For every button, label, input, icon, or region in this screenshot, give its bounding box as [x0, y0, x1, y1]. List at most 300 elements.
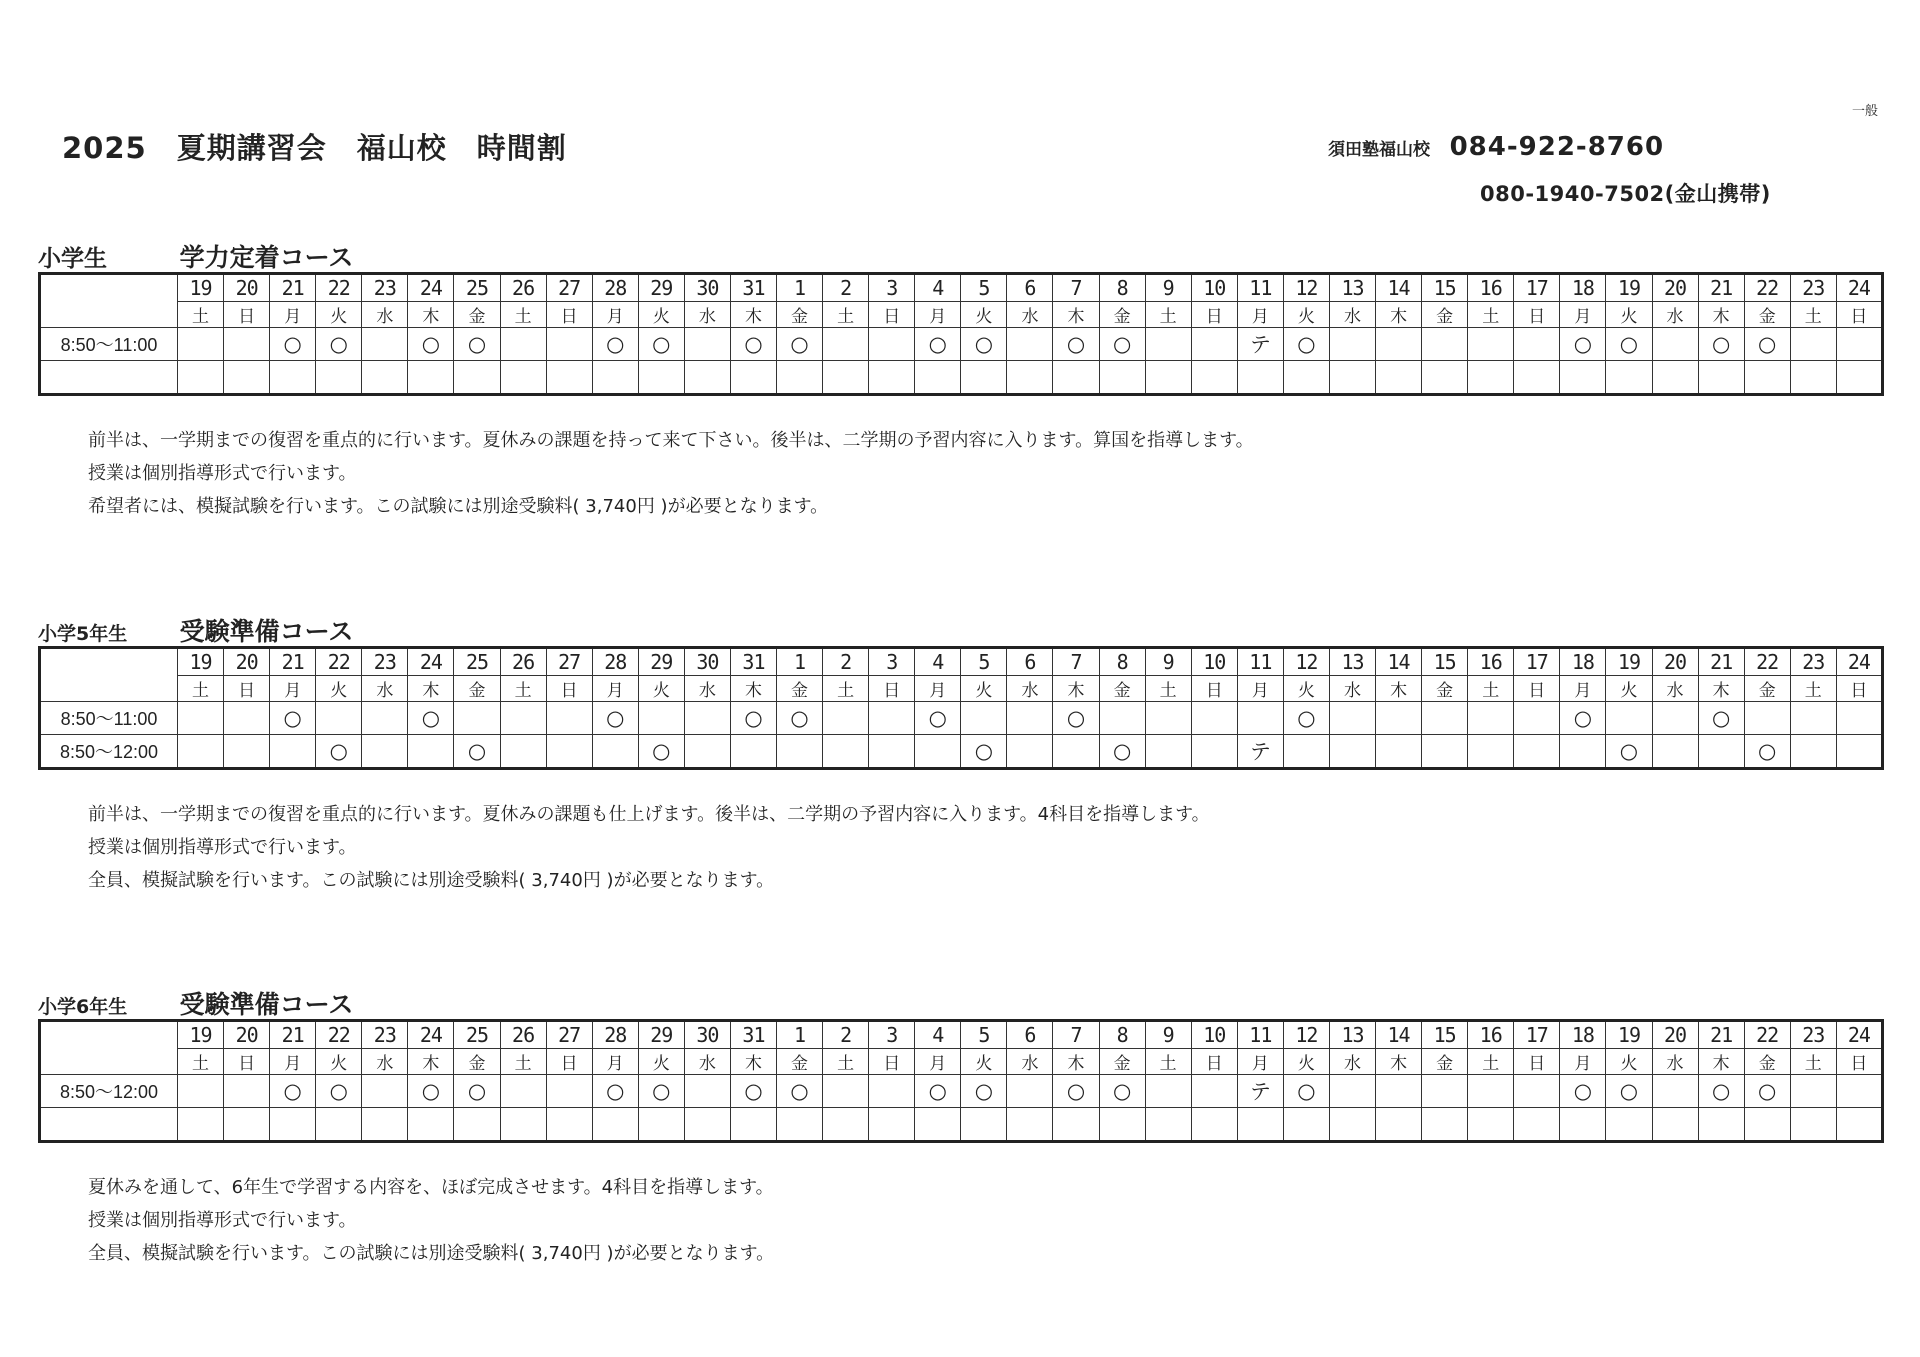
weekday-cell: 日 [1514, 302, 1560, 328]
session-mark [684, 735, 730, 769]
time-label: 8:50～12:00 [40, 735, 178, 769]
session-mark [1237, 361, 1283, 395]
session-mark [270, 1108, 316, 1142]
session-mark: ○ [592, 702, 638, 735]
date-cell: 20 [224, 1021, 270, 1049]
session-mark [546, 702, 592, 735]
weekday-cell: 土 [1790, 676, 1836, 702]
session-mark [546, 1108, 592, 1142]
session-mark [1376, 1108, 1422, 1142]
weekday-cell: 日 [224, 302, 270, 328]
grade-label: 小学6年生 [38, 996, 128, 1018]
weekday-cell: 木 [730, 676, 776, 702]
weekday-cell: 土 [1145, 676, 1191, 702]
weekday-cell: 木 [1698, 676, 1744, 702]
date-cell: 8 [1099, 1021, 1145, 1049]
date-cell: 13 [1329, 1021, 1375, 1049]
date-cell: 31 [730, 648, 776, 676]
note-line: 前半は、一学期までの復習を重点的に行います。夏休みの課題を持って来て下さい。後半は、二学期の予習内容に入ります。算国を指導します。 [88, 430, 1254, 451]
section-elementary [38, 238, 1884, 523]
session-mark [823, 735, 869, 769]
session-mark [546, 328, 592, 361]
date-cell: 30 [684, 274, 730, 302]
session-mark [869, 702, 915, 735]
date-cell: 27 [546, 274, 592, 302]
session-mark [1329, 328, 1375, 361]
session-mark [1514, 735, 1560, 769]
weekday-cell: 金 [1099, 676, 1145, 702]
date-cell: 29 [638, 648, 684, 676]
session-mark: ○ [1283, 1075, 1329, 1108]
session-mark: ○ [638, 1075, 684, 1108]
session-mark [1468, 1075, 1514, 1108]
weekday-cell: 土 [500, 1049, 546, 1075]
session-mark [823, 328, 869, 361]
date-cell: 24 [408, 274, 454, 302]
session-mark [500, 361, 546, 395]
weekday-cell: 木 [1053, 302, 1099, 328]
session-mark [730, 361, 776, 395]
weekday-cell: 土 [500, 302, 546, 328]
session-mark [1422, 328, 1468, 361]
course-notes [88, 424, 1884, 523]
weekday-cell: 水 [684, 302, 730, 328]
weekday-cell: 木 [1053, 1049, 1099, 1075]
session-mark: ○ [915, 328, 961, 361]
date-cell: 23 [1790, 648, 1836, 676]
session-mark [1698, 361, 1744, 395]
session-row [40, 1075, 1883, 1108]
session-mark [915, 1108, 961, 1142]
weekday-cell: 土 [1468, 302, 1514, 328]
weekday-cell: 火 [1606, 1049, 1652, 1075]
session-mark [224, 1075, 270, 1108]
weekday-cell: 火 [316, 676, 362, 702]
date-cell: 2 [823, 1021, 869, 1049]
session-mark [915, 361, 961, 395]
session-mark [1099, 702, 1145, 735]
session-mark: ○ [638, 328, 684, 361]
session-mark: ○ [1744, 1075, 1790, 1108]
session-mark [1329, 1108, 1375, 1142]
date-cell: 6 [1007, 648, 1053, 676]
weekday-cell: 金 [1099, 302, 1145, 328]
note-line: 前半は、一学期までの復習を重点的に行います。夏休みの課題も仕上げます。後半は、二学期の予習内容に入ります。4科目を指導します。 [88, 804, 1210, 825]
date-cell: 10 [1191, 274, 1237, 302]
date-cell: 24 [1836, 274, 1882, 302]
session-mark [224, 702, 270, 735]
weekday-cell: 日 [869, 676, 915, 702]
weekday-cell: 火 [961, 1049, 1007, 1075]
session-mark: ○ [1560, 1075, 1606, 1108]
corner-cell [40, 648, 178, 702]
date-cell: 3 [869, 274, 915, 302]
contact-block [1328, 132, 1771, 208]
weekday-cell: 月 [1237, 302, 1283, 328]
session-mark [270, 735, 316, 769]
session-mark: ○ [1606, 735, 1652, 769]
session-mark [500, 1075, 546, 1108]
session-mark [500, 702, 546, 735]
note-line: 授業は個別指導形式で行います。 [88, 1210, 357, 1231]
weekday-cell: 水 [1329, 676, 1375, 702]
session-mark [1283, 361, 1329, 395]
session-mark: ○ [1560, 328, 1606, 361]
weekday-cell: 月 [1560, 1049, 1606, 1075]
date-cell: 4 [915, 648, 961, 676]
date-cell: 22 [316, 274, 362, 302]
session-mark: テ [1237, 735, 1283, 769]
session-mark [1191, 702, 1237, 735]
session-mark [1468, 1108, 1514, 1142]
session-mark [1007, 1075, 1053, 1108]
weekday-cell: 水 [1652, 676, 1698, 702]
session-mark: ○ [408, 328, 454, 361]
date-cell: 19 [1606, 274, 1652, 302]
weekday-cell: 月 [270, 1049, 316, 1075]
date-cell: 7 [1053, 1021, 1099, 1049]
session-mark [1053, 735, 1099, 769]
weekday-cell: 月 [592, 676, 638, 702]
session-mark [1790, 702, 1836, 735]
weekday-cell: 日 [224, 1049, 270, 1075]
session-mark [1652, 702, 1698, 735]
course-name: 受験準備コース [179, 617, 354, 646]
weekday-cell: 月 [270, 676, 316, 702]
session-mark: ○ [777, 328, 823, 361]
session-mark [1790, 735, 1836, 769]
date-cell: 18 [1560, 648, 1606, 676]
date-cell: 4 [915, 274, 961, 302]
session-mark: ○ [270, 328, 316, 361]
session-mark [1422, 1075, 1468, 1108]
session-mark [362, 1108, 408, 1142]
session-mark [1145, 1075, 1191, 1108]
date-cell: 4 [915, 1021, 961, 1049]
date-cell: 29 [638, 1021, 684, 1049]
weekday-cell: 月 [1237, 676, 1283, 702]
session-mark [1191, 1075, 1237, 1108]
session-mark [777, 361, 823, 395]
weekday-cell: 水 [362, 676, 408, 702]
session-mark [454, 702, 500, 735]
session-mark [1329, 702, 1375, 735]
session-mark [684, 328, 730, 361]
session-mark [1007, 328, 1053, 361]
session-mark [1053, 361, 1099, 395]
weekday-row [40, 676, 1883, 702]
weekday-cell: 月 [915, 676, 961, 702]
weekday-cell: 月 [1560, 676, 1606, 702]
weekday-cell: 土 [178, 676, 224, 702]
course-name: 受験準備コース [179, 990, 354, 1019]
session-mark [224, 328, 270, 361]
date-cell: 20 [1652, 648, 1698, 676]
note-line: 夏休みを通して、6年生で学習する内容を、ほぼ完成させます。4科目を指導します。 [88, 1177, 774, 1198]
date-cell: 24 [408, 1021, 454, 1049]
weekday-cell: 日 [546, 1049, 592, 1075]
session-mark [1376, 735, 1422, 769]
session-mark [684, 702, 730, 735]
time-label: 8:50～12:00 [40, 1075, 178, 1108]
session-mark [1560, 735, 1606, 769]
weekday-cell: 月 [1237, 1049, 1283, 1075]
session-mark: ○ [730, 1075, 776, 1108]
weekday-row [40, 302, 1883, 328]
session-mark [1007, 1108, 1053, 1142]
document-title: 2025 夏期講習会 福山校 時間割 [62, 131, 567, 165]
weekday-cell: 日 [546, 676, 592, 702]
session-mark [1606, 1108, 1652, 1142]
phone-mobile: 080-1940-7502(金山携帯) [1480, 182, 1771, 206]
session-mark [454, 361, 500, 395]
session-mark [1053, 1108, 1099, 1142]
section-grade6 [38, 985, 1884, 1270]
weekday-cell: 火 [1283, 676, 1329, 702]
date-cell: 2 [823, 274, 869, 302]
session-mark [1376, 1075, 1422, 1108]
session-mark: ○ [1053, 1075, 1099, 1108]
date-cell: 18 [1560, 1021, 1606, 1049]
weekday-cell: 日 [224, 676, 270, 702]
weekday-cell: 火 [638, 302, 684, 328]
date-cell: 13 [1329, 648, 1375, 676]
session-mark [1744, 702, 1790, 735]
date-cell: 17 [1514, 274, 1560, 302]
weekday-cell: 金 [1099, 1049, 1145, 1075]
session-mark: ○ [1698, 702, 1744, 735]
session-row [40, 735, 1883, 769]
date-cell: 22 [1744, 274, 1790, 302]
session-mark [1468, 735, 1514, 769]
weekday-cell: 日 [1514, 676, 1560, 702]
session-mark: ○ [730, 702, 776, 735]
session-mark: ○ [961, 328, 1007, 361]
date-cell: 6 [1007, 274, 1053, 302]
session-mark: テ [1237, 1075, 1283, 1108]
session-mark [362, 328, 408, 361]
weekday-cell: 水 [1652, 1049, 1698, 1075]
date-cell: 5 [961, 1021, 1007, 1049]
weekday-cell: 月 [592, 1049, 638, 1075]
date-cell: 29 [638, 274, 684, 302]
weekday-cell: 金 [1422, 676, 1468, 702]
session-mark [1191, 361, 1237, 395]
session-mark [316, 702, 362, 735]
session-mark: ○ [1606, 328, 1652, 361]
date-cell: 24 [1836, 1021, 1882, 1049]
section-heading [38, 985, 1884, 1019]
date-cell: 19 [178, 648, 224, 676]
weekday-cell: 金 [1744, 302, 1790, 328]
weekday-cell: 木 [1698, 1049, 1744, 1075]
date-cell: 20 [224, 648, 270, 676]
date-cell: 12 [1283, 1021, 1329, 1049]
session-mark: ○ [1744, 735, 1790, 769]
date-cell: 17 [1514, 648, 1560, 676]
weekday-cell: 金 [777, 676, 823, 702]
date-cell: 23 [362, 274, 408, 302]
session-mark [546, 735, 592, 769]
session-mark [1007, 702, 1053, 735]
session-mark [316, 361, 362, 395]
session-mark [869, 1075, 915, 1108]
session-mark [1744, 361, 1790, 395]
weekday-cell: 金 [454, 676, 500, 702]
session-mark [178, 735, 224, 769]
session-mark [592, 1108, 638, 1142]
session-mark [1099, 1108, 1145, 1142]
weekday-cell: 月 [915, 302, 961, 328]
weekday-cell: 金 [454, 302, 500, 328]
session-mark [1836, 361, 1882, 395]
session-mark [869, 1108, 915, 1142]
date-cell: 8 [1099, 274, 1145, 302]
date-cell: 8 [1099, 648, 1145, 676]
school-name: 須田塾福山校 [1328, 139, 1430, 160]
date-cell: 7 [1053, 648, 1099, 676]
weekday-cell: 金 [1422, 1049, 1468, 1075]
date-cell: 9 [1145, 648, 1191, 676]
weekday-cell: 土 [178, 302, 224, 328]
date-cell: 7 [1053, 274, 1099, 302]
date-cell: 14 [1376, 1021, 1422, 1049]
date-cell: 15 [1422, 648, 1468, 676]
session-mark [1145, 328, 1191, 361]
weekday-row [40, 1049, 1883, 1075]
session-mark: ○ [1698, 328, 1744, 361]
date-cell: 26 [500, 648, 546, 676]
weekday-cell: 日 [1514, 1049, 1560, 1075]
weekday-cell: 水 [684, 1049, 730, 1075]
session-mark [224, 361, 270, 395]
session-mark: ○ [915, 702, 961, 735]
session-mark [1698, 735, 1744, 769]
session-mark [1191, 1108, 1237, 1142]
session-mark [1606, 361, 1652, 395]
date-cell: 16 [1468, 274, 1514, 302]
date-cell: 20 [1652, 1021, 1698, 1049]
session-mark [869, 361, 915, 395]
session-mark [638, 361, 684, 395]
session-mark [1744, 1108, 1790, 1142]
session-mark [1422, 361, 1468, 395]
weekday-cell: 火 [638, 1049, 684, 1075]
weekday-cell: 木 [1376, 1049, 1422, 1075]
session-mark [224, 735, 270, 769]
weekday-cell: 土 [1145, 1049, 1191, 1075]
session-mark [638, 1108, 684, 1142]
note-line: 全員、模擬試験を行います。この試験には別途受験料( 3,740円 )が必要となります。 [88, 1243, 775, 1264]
weekday-cell: 水 [1652, 302, 1698, 328]
session-mark: ○ [316, 735, 362, 769]
session-mark [1191, 328, 1237, 361]
date-cell: 14 [1376, 648, 1422, 676]
weekday-cell: 水 [1007, 676, 1053, 702]
weekday-cell: 火 [1606, 676, 1652, 702]
session-mark [178, 361, 224, 395]
date-cell: 15 [1422, 274, 1468, 302]
session-mark: ○ [592, 1075, 638, 1108]
session-mark [178, 328, 224, 361]
session-mark: ○ [592, 328, 638, 361]
date-cell: 3 [869, 648, 915, 676]
session-mark: ○ [270, 1075, 316, 1108]
session-mark [500, 328, 546, 361]
session-mark: ○ [1283, 328, 1329, 361]
date-cell: 23 [1790, 1021, 1836, 1049]
session-mark: ○ [316, 1075, 362, 1108]
date-cell: 19 [1606, 648, 1652, 676]
session-mark [777, 1108, 823, 1142]
session-mark: ○ [777, 702, 823, 735]
date-cell: 31 [730, 1021, 776, 1049]
session-mark [915, 735, 961, 769]
weekday-cell: 水 [362, 302, 408, 328]
session-mark [1514, 361, 1560, 395]
session-mark: ○ [1053, 328, 1099, 361]
note-line: 授業は個別指導形式で行います。 [88, 463, 357, 484]
weekday-cell: 金 [1744, 676, 1790, 702]
weekday-cell: 火 [1283, 302, 1329, 328]
note-line: 授業は個別指導形式で行います。 [88, 837, 357, 858]
date-row [40, 274, 1883, 302]
session-mark [224, 1108, 270, 1142]
session-mark [1836, 702, 1882, 735]
time-label [40, 361, 178, 395]
schedule-table [38, 272, 1884, 396]
session-row [40, 1108, 1883, 1142]
session-mark [362, 702, 408, 735]
session-mark [1007, 735, 1053, 769]
grade-label: 小学生 [38, 246, 107, 272]
weekday-cell: 木 [408, 302, 454, 328]
date-cell: 23 [1790, 274, 1836, 302]
date-cell: 3 [869, 1021, 915, 1049]
session-mark [362, 735, 408, 769]
date-cell: 28 [592, 1021, 638, 1049]
date-cell: 30 [684, 1021, 730, 1049]
session-mark [408, 735, 454, 769]
weekday-cell: 日 [1191, 676, 1237, 702]
session-mark [1514, 1108, 1560, 1142]
session-mark [1099, 361, 1145, 395]
session-mark [178, 1108, 224, 1142]
session-mark: ○ [1283, 702, 1329, 735]
weekday-cell: 日 [1836, 302, 1882, 328]
session-mark [362, 1075, 408, 1108]
session-mark [1514, 1075, 1560, 1108]
session-mark [1468, 361, 1514, 395]
session-mark [1191, 735, 1237, 769]
session-mark: ○ [1744, 328, 1790, 361]
note-line: 希望者には、模擬試験を行います。この試験には別途受験料( 3,740円 )が必要となります。 [88, 496, 829, 517]
session-mark [1329, 1075, 1375, 1108]
session-mark: ○ [1698, 1075, 1744, 1108]
weekday-cell: 月 [592, 302, 638, 328]
session-mark [1422, 1108, 1468, 1142]
session-mark [1836, 735, 1882, 769]
corner-cell [40, 274, 178, 328]
date-cell: 1 [777, 274, 823, 302]
date-cell: 1 [777, 1021, 823, 1049]
weekday-cell: 木 [730, 1049, 776, 1075]
weekday-cell: 木 [408, 1049, 454, 1075]
date-cell: 6 [1007, 1021, 1053, 1049]
weekday-cell: 金 [1744, 1049, 1790, 1075]
session-mark [1652, 1075, 1698, 1108]
session-mark [1652, 1108, 1698, 1142]
